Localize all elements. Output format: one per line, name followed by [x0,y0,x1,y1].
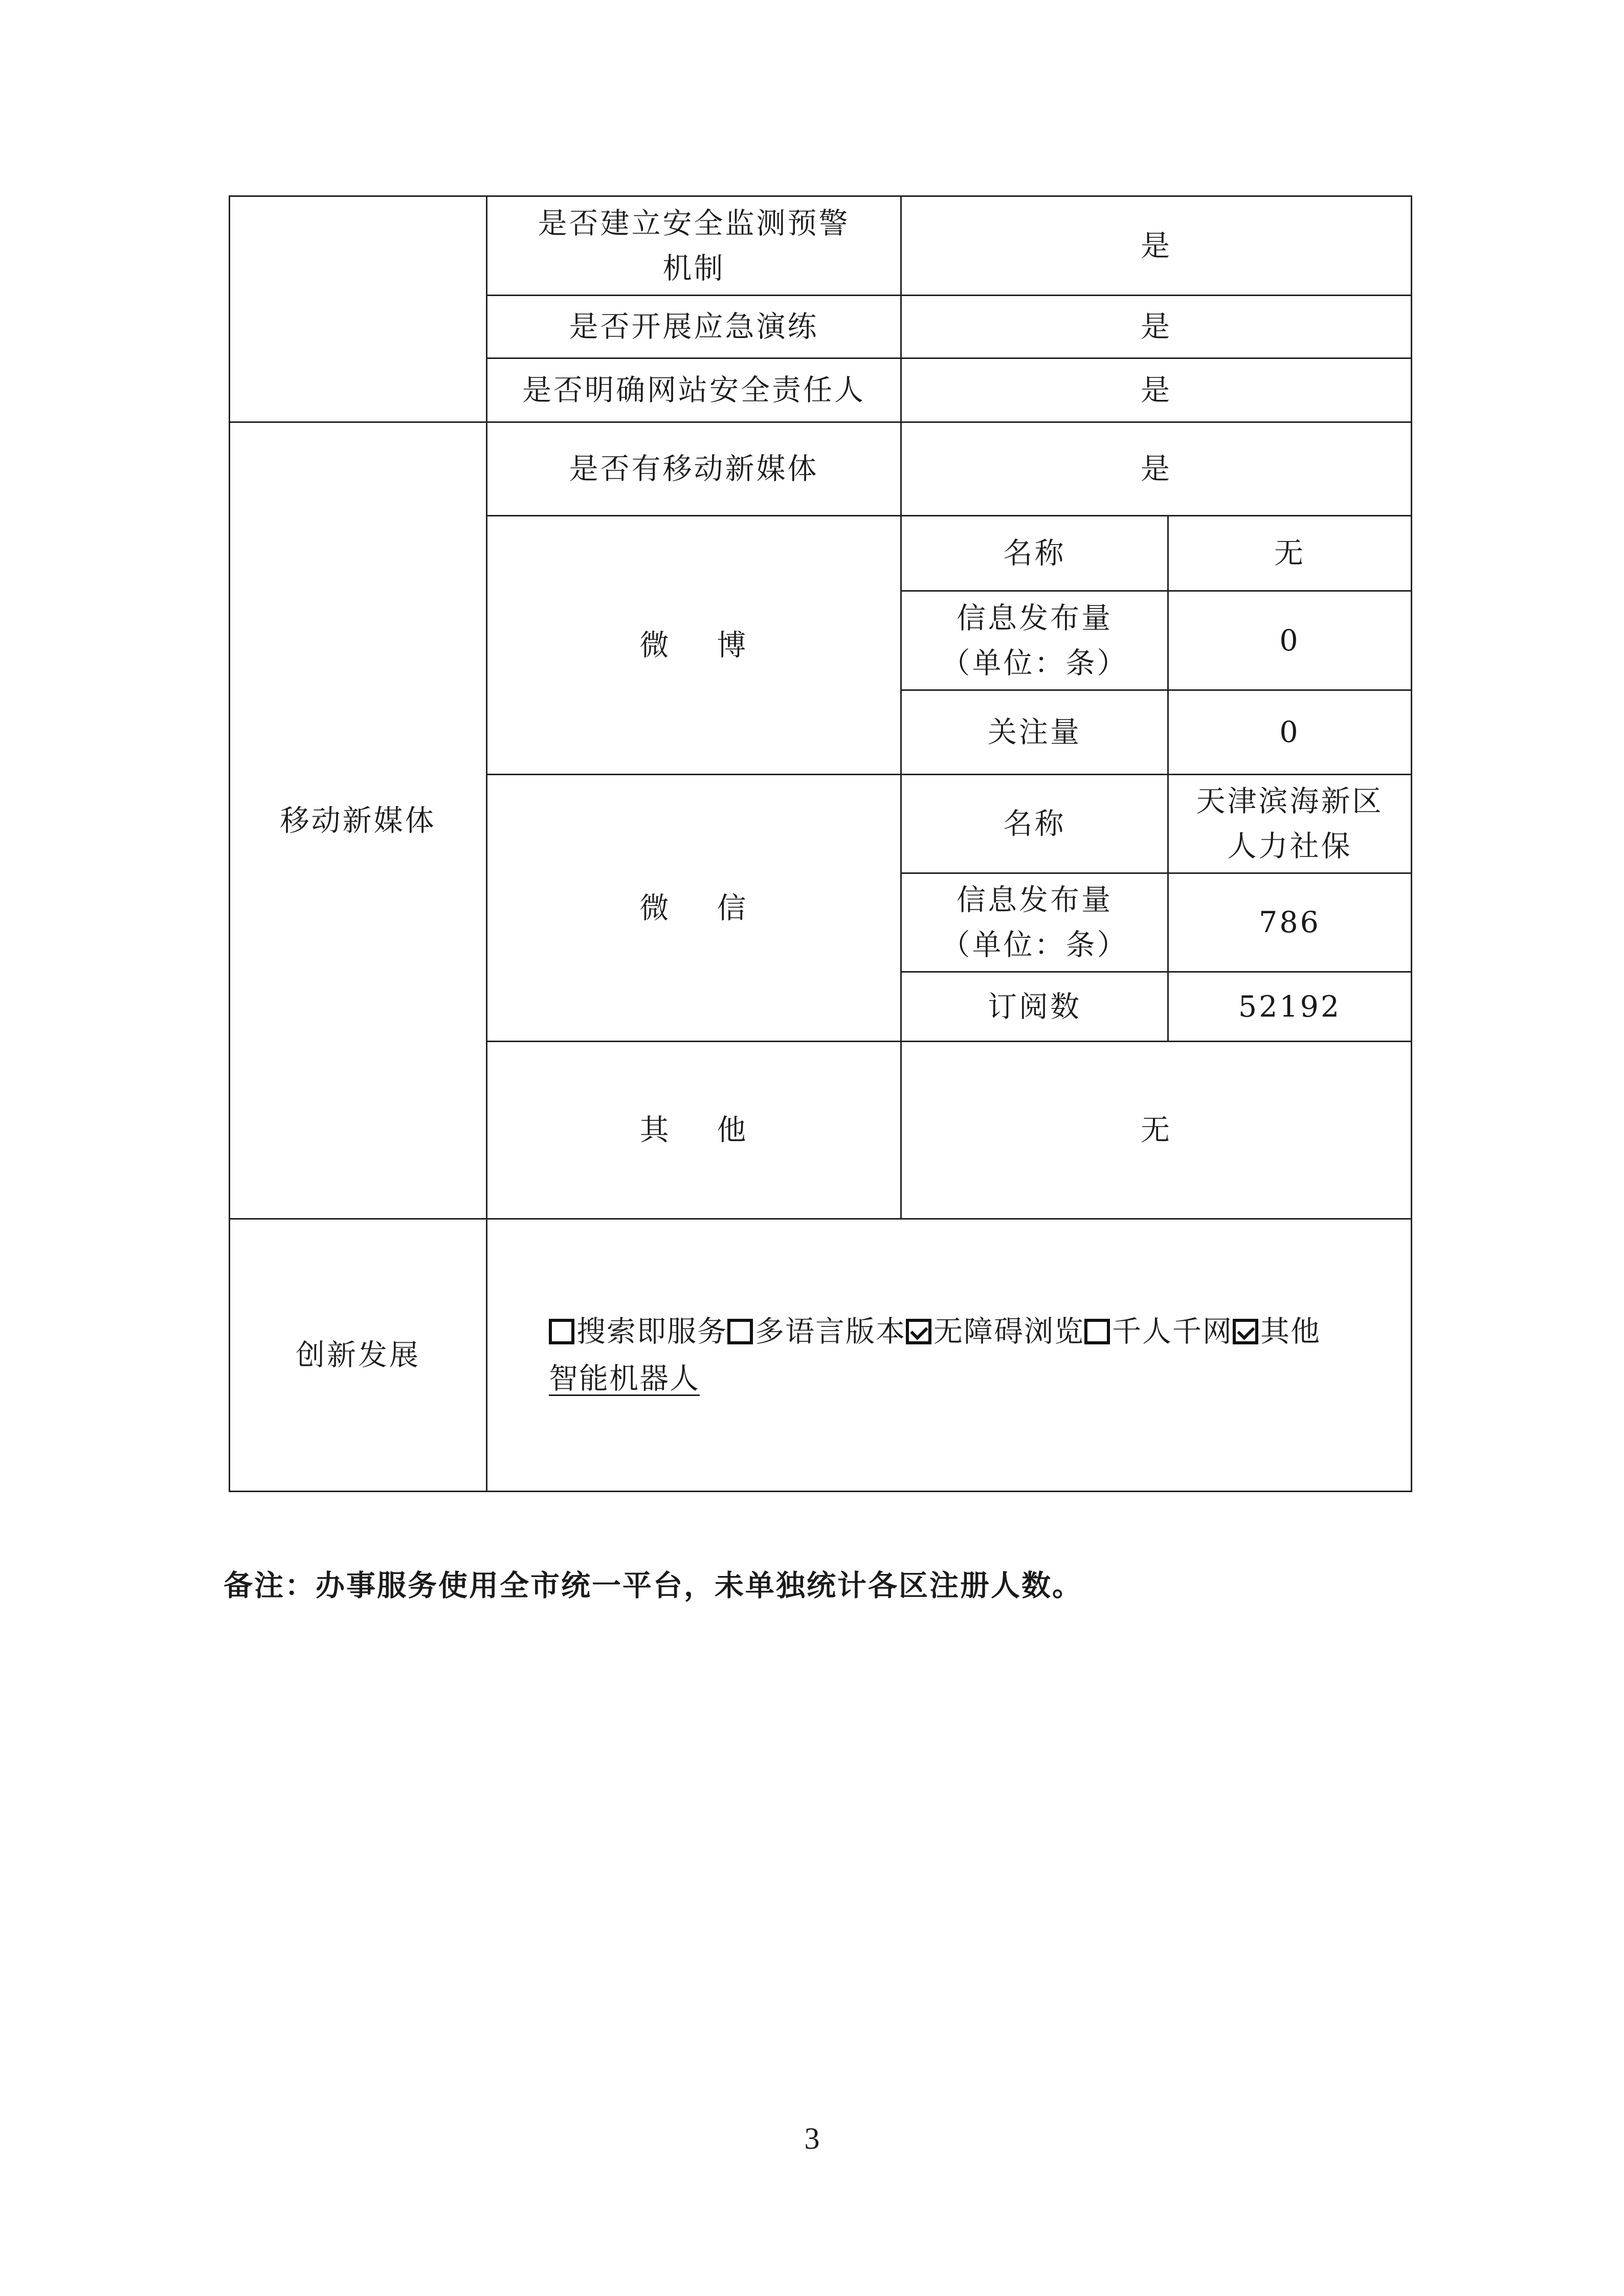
mobile-category: 移动新媒体 [230,422,487,1219]
wechat-subscribers-label: 订阅数 [901,972,1168,1042]
innovation-other-line [549,1355,1400,1402]
innovation-options [487,1219,1412,1492]
weibo-name-value: 无 [1168,516,1412,591]
other-media-value: 无 [901,1042,1412,1219]
checkbox-other[interactable] [1233,1319,1258,1344]
checkbox-multilingual[interactable] [727,1319,753,1344]
row-has-mobile-media [230,422,1412,516]
drill-question: 是否开展应急演练 [487,296,901,358]
wechat-name-label: 名称 [901,775,1168,873]
other-media-label: 其 他 [487,1042,901,1219]
weibo-label: 微 博 [487,516,901,775]
warning-answer: 是 [901,196,1412,296]
row-warning-mechanism [230,196,1412,296]
warning-question [487,196,901,296]
has-mobile-question: 是否有移动新媒体 [487,422,901,516]
warning-question-text: 是否建立安全监测预警机制 [538,206,850,285]
innovation-category: 创新发展 [230,1219,487,1492]
checkbox-personalized[interactable] [1084,1319,1110,1344]
wechat-posts-label: 信息发布量 （单位：条） [901,873,1168,972]
wechat-subscribers-value: 52192 [1168,972,1412,1042]
row-innovation [230,1219,1412,1492]
wechat-name-value: 天津滨海新区 人力社保 [1168,775,1412,873]
weibo-name-label: 名称 [901,516,1168,591]
wechat-posts-value: 786 [1168,873,1412,972]
weibo-posts-value: 0 [1168,591,1412,690]
weibo-posts-label: 信息发布量 （单位：条） [901,591,1168,690]
weibo-followers-label: 关注量 [901,690,1168,775]
report-table [229,195,1412,1492]
footnote: 备注：办事服务使用全市统一平台，未单独统计各区注册人数。 [224,1569,1083,1603]
option-personalized: 千人千网 [1112,1315,1233,1348]
option-search-service: 搜索即服务 [576,1315,727,1348]
innovation-checkbox-row [549,1308,1400,1355]
option-accessibility: 无障碍浏览 [933,1315,1084,1348]
checkbox-search-service[interactable] [549,1319,574,1344]
innovation-other-text: 智能机器人 [549,1362,700,1395]
owner-question: 是否明确网站安全责任人 [487,358,901,422]
has-mobile-answer: 是 [901,422,1412,516]
security-category-cell [230,196,487,422]
owner-answer: 是 [901,358,1412,422]
page-number: 3 [804,2122,820,2155]
option-multilingual: 多语言版本 [755,1315,906,1348]
wechat-label: 微 信 [487,775,901,1042]
weibo-followers-value: 0 [1168,690,1412,775]
drill-answer: 是 [901,296,1412,358]
option-other: 其他 [1260,1315,1321,1348]
checkbox-accessibility[interactable] [906,1319,931,1344]
